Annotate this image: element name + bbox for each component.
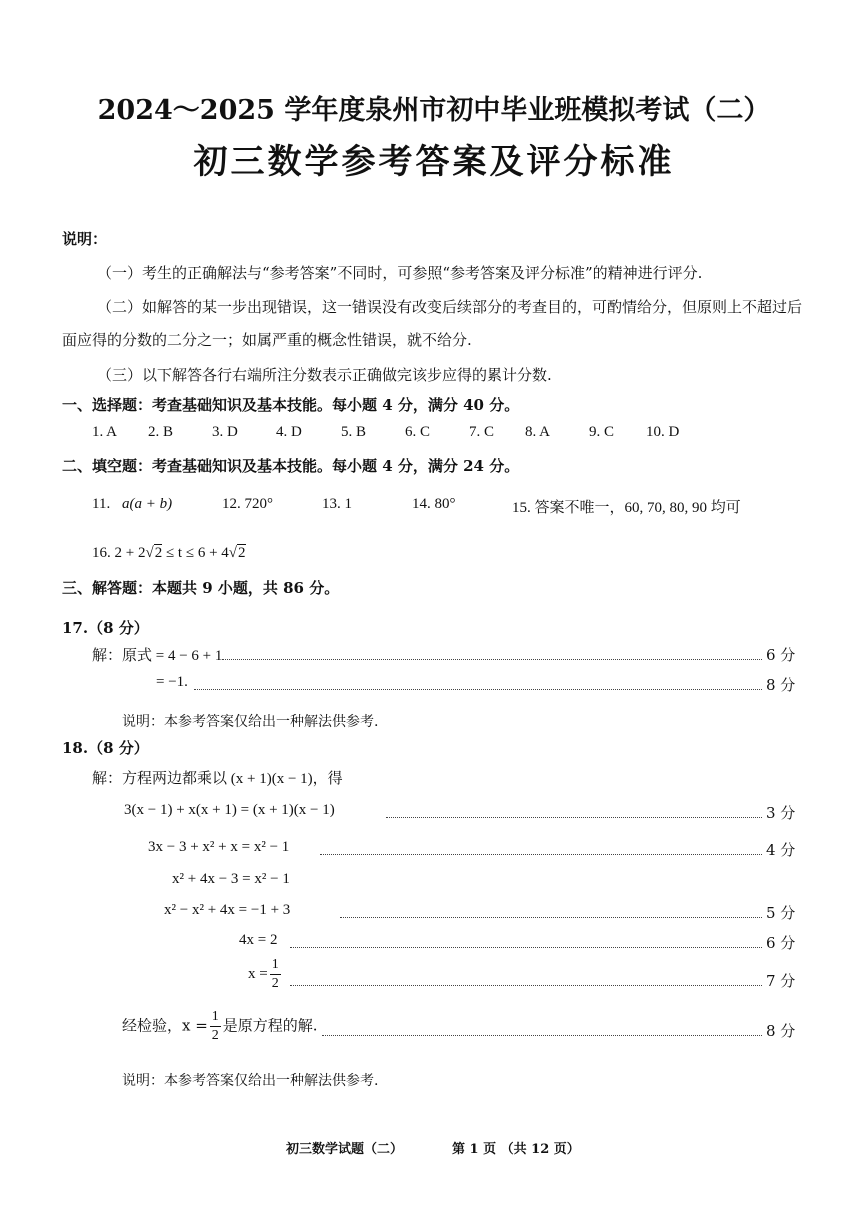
q18-leader-6 bbox=[290, 985, 762, 986]
choice-answer: 9. C bbox=[589, 424, 615, 440]
fraction bbox=[210, 1010, 221, 1043]
q18-score-5: 6 分 bbox=[766, 934, 796, 952]
choice-answer: 4. D bbox=[276, 424, 302, 440]
q18-step-6-left: x = bbox=[248, 965, 268, 982]
q18-heading: 18.（8 分） bbox=[62, 739, 149, 757]
q18-check-right: 是原方程的解. bbox=[222, 1016, 318, 1035]
note-1: （一）考生的正确解法与“参考答案”不同时，可参照“参考答案及评分标准”的精神进行评分. bbox=[97, 264, 703, 282]
fraction-numerator: 1 bbox=[270, 958, 281, 975]
q18-leader-5 bbox=[290, 947, 762, 948]
q17-line-2: = −1. bbox=[156, 674, 188, 690]
q18-note: 说明：本参考答案仅给出一种解法供参考. bbox=[122, 1073, 379, 1089]
radicand: 2 bbox=[154, 545, 163, 561]
fill-answer-13: 13. 1 bbox=[322, 496, 352, 512]
q18-score-1: 3 分 bbox=[766, 804, 796, 822]
q18-step-2: 3x − 3 + x² + x = x² − 1 bbox=[148, 839, 290, 855]
q17-score-2: 8 分 bbox=[766, 676, 796, 694]
fill-answer-16-mid: ≤ t ≤ 6 + 4 bbox=[162, 545, 229, 561]
note-2a: （二）如解答的某一步出现错误，这一错误没有改变后续部分的考查目的，可酌情给分，但原则上不超过后 bbox=[97, 298, 803, 316]
q17-note: 说明：本参考答案仅给出一种解法供参考. bbox=[122, 714, 379, 730]
fill-answer-16 bbox=[92, 545, 246, 562]
q17-leader-1 bbox=[222, 659, 762, 660]
answer-key-title: 初三数学参考答案及评分标准 bbox=[193, 142, 675, 182]
fraction-numerator: 1 bbox=[210, 1010, 221, 1027]
choice-answer: 1. A bbox=[92, 424, 118, 440]
fraction-denominator: 2 bbox=[211, 1028, 219, 1043]
fill-answer-16-left: 2 + 2 bbox=[114, 545, 146, 561]
choice-answer: 10. D bbox=[646, 424, 680, 440]
q18-score-6: 7 分 bbox=[766, 972, 796, 990]
note-3: （三）以下解答各行右端所注分数表示正确做完该步应得的累计分数. bbox=[97, 366, 552, 384]
q18-check-left: 经检验，x = bbox=[122, 1016, 208, 1035]
q18-step-4: x² − x² + 4x = −1 + 3 bbox=[164, 902, 291, 918]
radicand: 2 bbox=[238, 545, 246, 561]
q18-leader-7 bbox=[322, 1035, 762, 1036]
q17-line-1: 解：原式 = 4 − 6 + 1 bbox=[92, 648, 223, 664]
footer-subject: 初三数学试题（二） bbox=[286, 1142, 404, 1157]
notes-heading: 说明： bbox=[62, 230, 108, 248]
q18-step-3: x² + 4x − 3 = x² − 1 bbox=[172, 871, 290, 887]
q18-score-4: 5 分 bbox=[766, 904, 796, 922]
choice-answer: 2. B bbox=[148, 424, 174, 440]
q18-leader-2 bbox=[320, 854, 762, 855]
exam-title: 2024～2025 学年度泉州市初中毕业班模拟考试（二） bbox=[97, 95, 771, 126]
fill-answer-16-number: 16. bbox=[92, 545, 111, 561]
q18-check bbox=[122, 1010, 318, 1043]
footer-page-number: 第 1 页 （共 12 页） bbox=[452, 1142, 580, 1157]
section-3-heading: 三、解答题：本题共 9 小题，共 86 分。 bbox=[62, 579, 340, 597]
choice-answer: 7. C bbox=[469, 424, 495, 440]
q18-score-7: 8 分 bbox=[766, 1022, 796, 1040]
sqrt-icon: √ bbox=[145, 545, 154, 561]
fill-answer-15: 15. 答案不唯一，60, 70, 80, 90 均可 bbox=[512, 500, 741, 516]
section-2-heading: 二、填空题：考查基础知识及基本技能。每小题 4 分，满分 24 分。 bbox=[62, 457, 520, 475]
choice-answer: 5. B bbox=[341, 424, 367, 440]
section-1-heading: 一、选择题：考查基础知识及基本技能。每小题 4 分，满分 40 分。 bbox=[62, 396, 520, 414]
fill-answer-11: a(a + b) bbox=[122, 496, 173, 512]
q18-step-1: 3(x − 1) + x(x + 1) = (x + 1)(x − 1) bbox=[124, 802, 335, 818]
q17-score-1: 6 分 bbox=[766, 646, 796, 664]
fill-answer-11-number: 11. bbox=[92, 496, 111, 512]
q18-step-6 bbox=[248, 958, 283, 991]
q18-leader-4 bbox=[340, 917, 762, 918]
q17-leader-2 bbox=[194, 689, 762, 690]
fraction-denominator: 2 bbox=[271, 976, 279, 991]
choice-answer: 8. A bbox=[525, 424, 551, 440]
q18-intro: 解：方程两边都乘以 (x + 1)(x − 1)，得 bbox=[92, 771, 343, 787]
fraction bbox=[270, 958, 281, 991]
q18-step-5: 4x = 2 bbox=[239, 932, 278, 948]
note-2b: 面应得的分数的二分之一；如属严重的概念性错误，就不给分. bbox=[62, 331, 472, 349]
q18-leader-1 bbox=[386, 817, 762, 818]
choice-answer: 3. D bbox=[212, 424, 238, 440]
choice-answer: 6. C bbox=[405, 424, 431, 440]
q17-heading: 17.（8 分） bbox=[62, 619, 149, 637]
sqrt-icon: √ bbox=[228, 545, 238, 561]
fill-answer-14: 14. 80° bbox=[412, 496, 456, 512]
fill-answer-12: 12. 720° bbox=[222, 496, 273, 512]
q18-score-2: 4 分 bbox=[766, 841, 796, 859]
